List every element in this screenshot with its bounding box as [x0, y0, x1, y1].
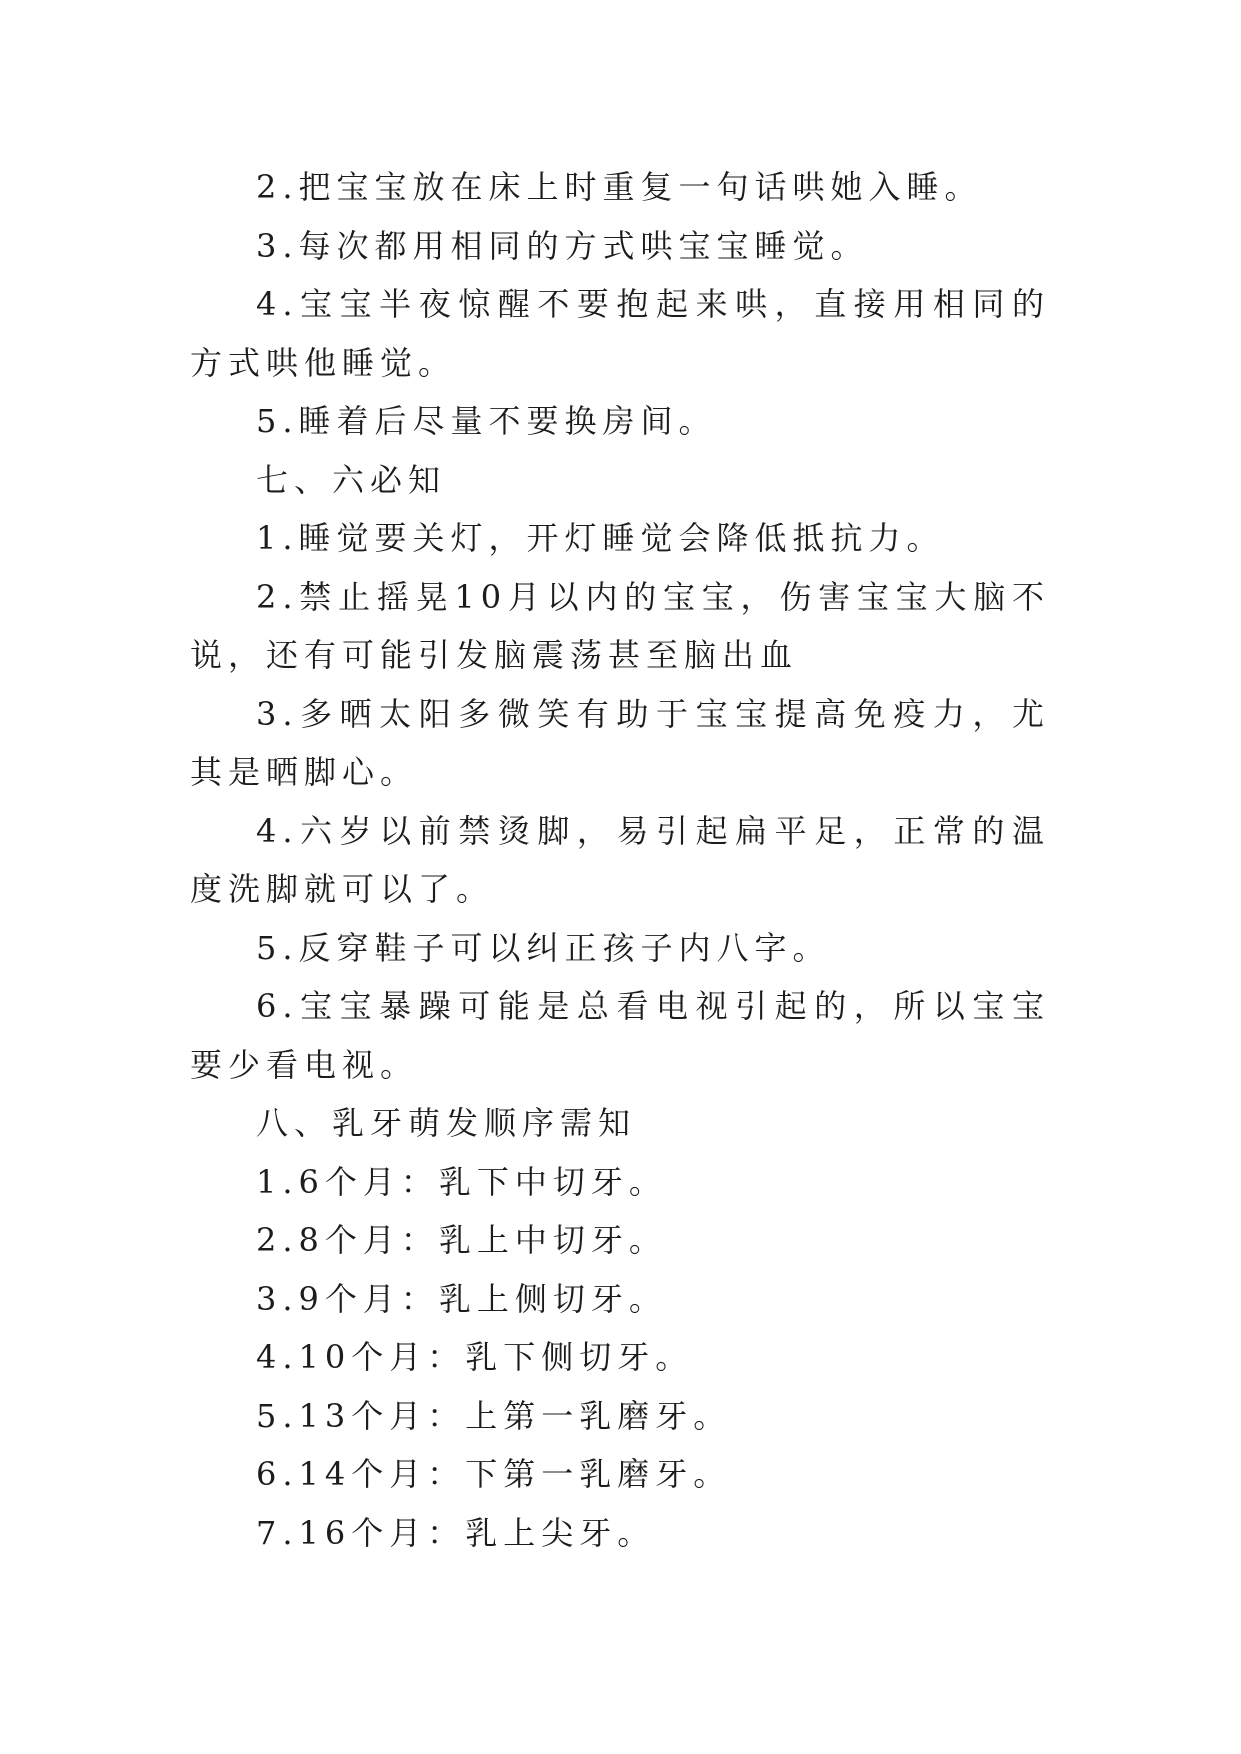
paragraph: 3.多晒太阳多微笑有助于宝宝提高免疫力，尤其是晒脚心。 — [190, 694, 1050, 791]
paragraph: 5.反穿鞋子可以纠正孩子内八字。 — [256, 928, 831, 967]
document-body — [190, 158, 1050, 1562]
paragraph: 2.禁止摇晃10月以内的宝宝，伤害宝宝大脑不说，还有可能引发脑震荡甚至脑出血 — [190, 577, 1050, 674]
paragraph: 3.每次都用相同的方式哄宝宝睡觉。 — [256, 226, 869, 265]
section-heading: 八、乳牙萌发顺序需知 — [256, 1104, 637, 1142]
paragraph: 7.16个月：乳上尖牙。 — [256, 1513, 656, 1552]
paragraph: 5.睡着后尽量不要换房间。 — [256, 402, 717, 440]
paragraph: 4.六岁以前禁烫脚，易引起扁平足，正常的温度洗脚就可以了。 — [190, 811, 1050, 908]
paragraph: 3.9个月：乳上侧切牙。 — [256, 1279, 667, 1318]
paragraph: 1.睡觉要关灯，开灯睡觉会降低抵抗力。 — [256, 519, 945, 557]
paragraph: 6.宝宝暴躁可能是总看电视引起的，所以宝宝要少看电视。 — [190, 987, 1050, 1084]
paragraph: 2.把宝宝放在床上时重复一句话哄她入睡。 — [256, 168, 983, 206]
section-heading: 七、六必知 — [256, 460, 447, 499]
paragraph: 2.8个月：乳上中切牙。 — [256, 1221, 667, 1259]
paragraph: 6.14个月：下第一乳磨牙。 — [256, 1455, 732, 1493]
paragraph: 4.宝宝半夜惊醒不要抱起来哄，直接用相同的方式哄他睡觉。 — [190, 285, 1050, 382]
paragraph: 5.13个月：上第一乳磨牙。 — [256, 1396, 732, 1435]
paragraph: 4.10个月：乳下侧切牙。 — [256, 1338, 694, 1376]
paragraph: 1.6个月：乳下中切牙。 — [256, 1162, 667, 1201]
